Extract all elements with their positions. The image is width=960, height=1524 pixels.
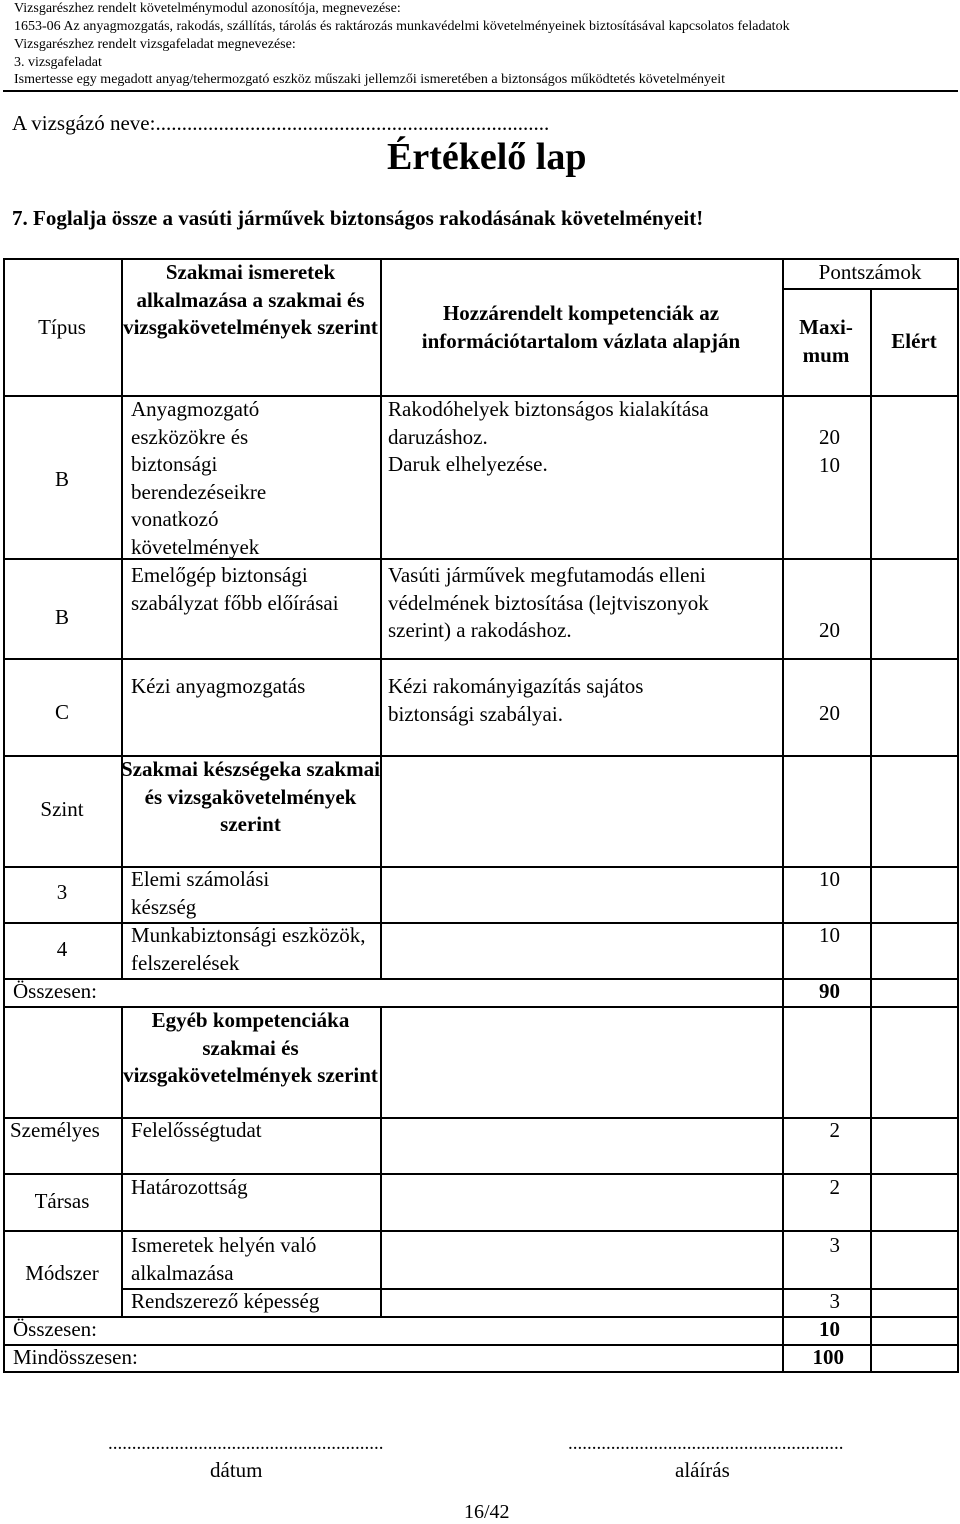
signature-dotted-line: .......................................................... bbox=[568, 1433, 844, 1454]
knowledge-row-type: C bbox=[54, 700, 69, 724]
other-total-value: 10 bbox=[819, 1317, 840, 1341]
page-number: 16/42 bbox=[464, 1501, 510, 1523]
knowledge-row-competency: Daruk elhelyezése. bbox=[388, 452, 548, 476]
table-rule bbox=[957, 258, 959, 1372]
knowledge-column-header: Szakmai ismeretek alkalmazása a szakmai és vizsgakövetelmények szerint bbox=[123, 260, 378, 339]
date-label: dátum bbox=[210, 1458, 263, 1482]
points-column-header: Pontszámok bbox=[818, 260, 922, 284]
other-row-item: Rendszerező képesség bbox=[131, 1289, 320, 1313]
module-name: 1653-06 Az anyagmozgatás, rakodás, szállítás, tárolás és raktározás munkavédelmi követelményeinek biztosításával kapcsolatos feladatok bbox=[14, 19, 790, 34]
knowledge-row-competency: Kézi rakományigazítás sajátos biztonsági szabályai. bbox=[388, 674, 644, 726]
max-points-header: Maxi-mum bbox=[799, 315, 853, 367]
other-row-max-points: 3 bbox=[829, 1233, 840, 1257]
table-rule bbox=[870, 288, 872, 1372]
competencies-column-header: Hozzárendelt kompetenciák az információtartalom vázlata alapján bbox=[421, 301, 741, 353]
skills-level-header: Szint bbox=[40, 797, 84, 821]
other-row-item: Határozottság bbox=[131, 1175, 248, 1199]
knowledge-row-item: Emelőgép biztonsági szabályzat főbb előírásai bbox=[131, 563, 339, 615]
knowledge-row-max-points: 20 bbox=[819, 701, 840, 725]
question-text: 7. Foglalja össze a vasúti járművek biztonságos rakodásának követelményeit! bbox=[12, 206, 704, 230]
other-row-item: Ismeretek helyén való alkalmazása bbox=[131, 1233, 317, 1285]
task-description: Ismertesse egy megadott anyag/tehermozgató eszköz műszaki jellemzői ismeretében a biztonságos működtetés követelményeit bbox=[14, 72, 726, 87]
header-rule bbox=[3, 90, 958, 92]
other-row-category: Módszer bbox=[25, 1261, 99, 1285]
other-row-max-points: 2 bbox=[829, 1118, 840, 1142]
other-row-category: Személyes bbox=[10, 1118, 100, 1142]
knowledge-row-max-points: 10 bbox=[819, 453, 840, 477]
knowledge-row-competency: Vasúti járművek megfutamodás elleni védelmének biztosítása (lejtviszonyok szerint) a rakodáshoz. bbox=[388, 563, 709, 642]
other-section-header: Egyéb kompetenciáka szakmai és vizsgakövetelmények szerint bbox=[123, 1008, 378, 1087]
skills-row-item: Elemi számolási készség bbox=[131, 867, 270, 919]
other-row-max-points: 3 bbox=[829, 1289, 840, 1313]
grand-total-label: Mindösszesen: bbox=[13, 1345, 138, 1369]
table-rule bbox=[380, 1006, 382, 1316]
grand-total-value: 100 bbox=[812, 1345, 844, 1369]
skills-row-max-points: 10 bbox=[819, 867, 840, 891]
task-number: 3. vizsgafeladat bbox=[14, 55, 102, 70]
skills-row-level: 4 bbox=[56, 937, 68, 961]
achieved-points-header: Elért bbox=[891, 329, 937, 353]
knowledge-row-max-points: 20 bbox=[819, 425, 840, 449]
knowledge-row-type: B bbox=[54, 467, 69, 491]
knowledge-row-type: B bbox=[54, 605, 69, 629]
skills-row-max-points: 10 bbox=[819, 923, 840, 947]
knowledge-row-item: Anyagmozgató eszközökre és biztonsági berendezéseikre vonatkozó követelmények bbox=[131, 397, 267, 559]
module-id-label: Vizsgarészhez rendelt követelménymodul azonosítója, megnevezése: bbox=[14, 1, 401, 16]
skills-row-level: 3 bbox=[56, 880, 68, 904]
task-label: Vizsgarészhez rendelt vizsgafeladat megnevezése: bbox=[14, 37, 296, 52]
type-column-header: Típus bbox=[38, 315, 86, 339]
signature-label: aláírás bbox=[675, 1458, 730, 1482]
page-title: Értékelő lap bbox=[387, 136, 587, 178]
examinee-name-line: A vizsgázó neve:........................................................................... bbox=[12, 111, 550, 135]
other-row-category: Társas bbox=[34, 1189, 90, 1213]
knowledge-row-max-points: 20 bbox=[819, 618, 840, 642]
table-rule bbox=[3, 658, 958, 660]
other-total-label: Összesen: bbox=[13, 1317, 97, 1341]
skills-section-header: Szakmai készségeka szakmai és vizsgakövetelmények szerint bbox=[121, 757, 380, 836]
skills-total-value: 90 bbox=[819, 979, 840, 1003]
skills-row-item: Munkabiztonsági eszközök, felszerelések bbox=[131, 923, 366, 975]
date-dotted-line: .......................................................... bbox=[108, 1433, 384, 1454]
table-rule bbox=[380, 258, 382, 978]
other-row-item: Felelősségtudat bbox=[131, 1118, 262, 1142]
skills-total-label: Összesen: bbox=[13, 979, 97, 1003]
knowledge-row-item: Kézi anyagmozgatás bbox=[131, 674, 306, 698]
knowledge-row-competency: Rakodóhelyek biztonságos kialakítása daruzáshoz. bbox=[388, 397, 709, 449]
table-rule bbox=[121, 258, 123, 978]
other-row-max-points: 2 bbox=[829, 1175, 840, 1199]
